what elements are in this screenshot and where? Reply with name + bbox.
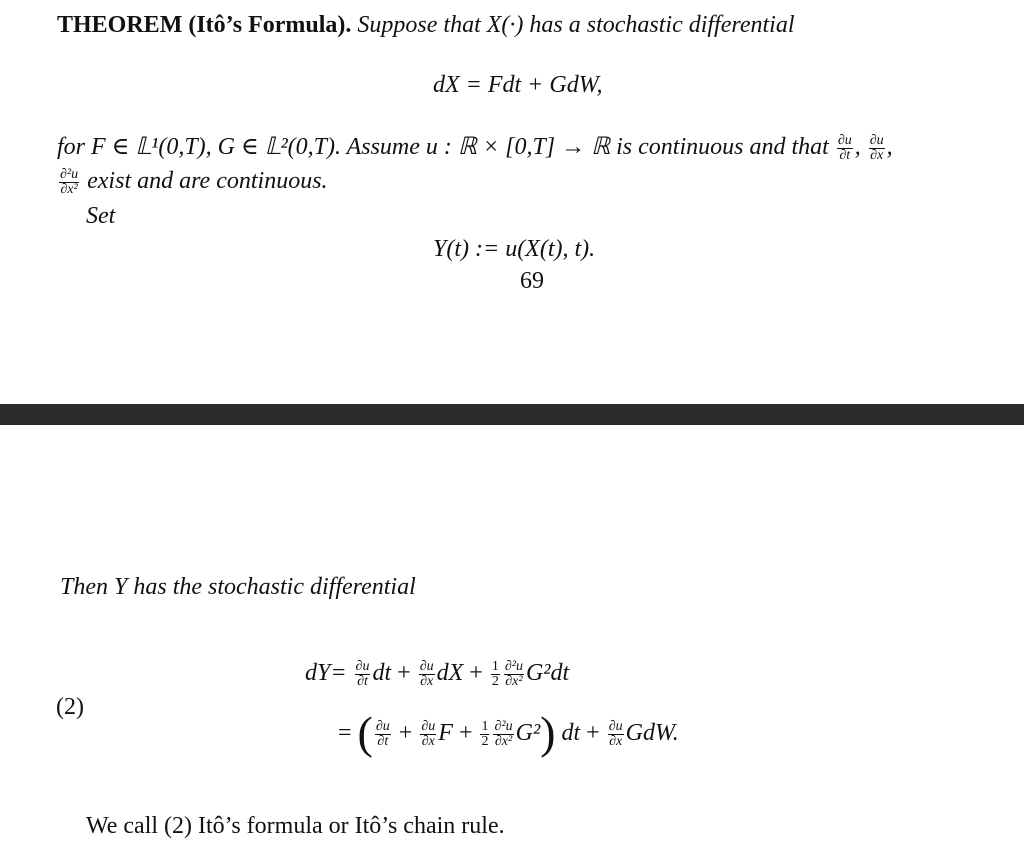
page-divider <box>0 404 1024 425</box>
fraction-du-dx: $\frac{\partial u}{\partial x}$ <box>421 719 436 749</box>
left-paren: ( <box>357 707 373 759</box>
lhs-dy: dY= <box>305 660 347 687</box>
plus-sign: + <box>398 720 413 747</box>
fraction-du-dx: $\frac{\partial u}{\partial x}$ <box>869 132 884 163</box>
closing-sentence: We call (2) Itô’s formula or Itô’s chain rule. <box>86 813 505 839</box>
theorem-label: THEOREM (Itô’s Formula). <box>57 12 352 38</box>
term-g2dt: G²dt <box>525 660 570 687</box>
fraction-half: $\frac{1}{2}$ <box>491 659 499 689</box>
plus-sign: + <box>397 660 411 687</box>
equals-sign: = <box>338 720 352 747</box>
right-paren: ) <box>540 707 556 759</box>
fraction-du-dt: $\frac{\partial u}{\partial t}$ <box>375 719 390 749</box>
theorem-line <box>57 12 794 39</box>
equation-line-2 <box>338 707 679 759</box>
plus-sign: + <box>469 660 483 687</box>
conditions-line-1: for F ∈ 𝕃¹(0,T), G ∈ 𝕃²(0,T). Assume u : ℝ × [0,T] → ℝ is continuous and that $\frac{\partial u}{\partial t}$ , $\frac{\partial u}{\partial x}$ , <box>57 132 893 163</box>
page-number: 69 <box>520 268 544 294</box>
fraction-du-dt: $\frac{\partial u}{\partial t}$ <box>355 659 370 689</box>
term-dt: dt <box>561 720 581 747</box>
fraction-d2u-dx2: $\frac{\text{∂²u}}{\text{∂x²}}$ <box>494 719 513 749</box>
theorem-statement: Suppose that X(·) has a stochastic differential <box>357 12 795 38</box>
set-word: Set <box>86 203 116 229</box>
term-F: F <box>438 720 453 747</box>
term-g2: G² <box>515 720 541 747</box>
fraction-du-dt: $\frac{\partial u}{\partial t}$ <box>837 132 852 163</box>
term-gdw: GdW. <box>625 720 679 747</box>
conditions-text: for F ∈ 𝕃¹(0,T), G ∈ 𝕃²(0,T). Assume u : ℝ × [0,T] → ℝ is continuous and that <box>57 134 829 160</box>
equation-label: (2) <box>56 694 84 720</box>
plus-sign: + <box>586 720 600 747</box>
term-dt: dt <box>372 660 392 687</box>
equation-line-1 <box>305 660 569 689</box>
definition-equation: Y(t) := u(X(t), t). <box>433 236 596 262</box>
fraction-du-dx: $\frac{\partial u}{\partial x}$ <box>608 719 623 749</box>
term-dX: dX <box>436 660 464 687</box>
equation-dx: dX = Fdt + GdW, <box>433 72 603 98</box>
plus-sign: + <box>458 720 473 747</box>
conditions-line-2 <box>57 168 328 197</box>
fraction-d2u-dx2: $\frac{\text{∂²u}}{\text{∂x²}}$ <box>60 167 79 197</box>
fraction-d2u-dx2: $\frac{\text{∂²u}}{\text{∂x²}}$ <box>504 659 523 689</box>
then-statement: Then Y has the stochastic differential <box>60 574 416 600</box>
conditions-tail: exist and are continuous. <box>87 168 328 195</box>
fraction-half: $\frac{1}{2}$ <box>481 719 489 749</box>
fraction-du-dx: $\frac{\partial u}{\partial x}$ <box>419 659 434 689</box>
